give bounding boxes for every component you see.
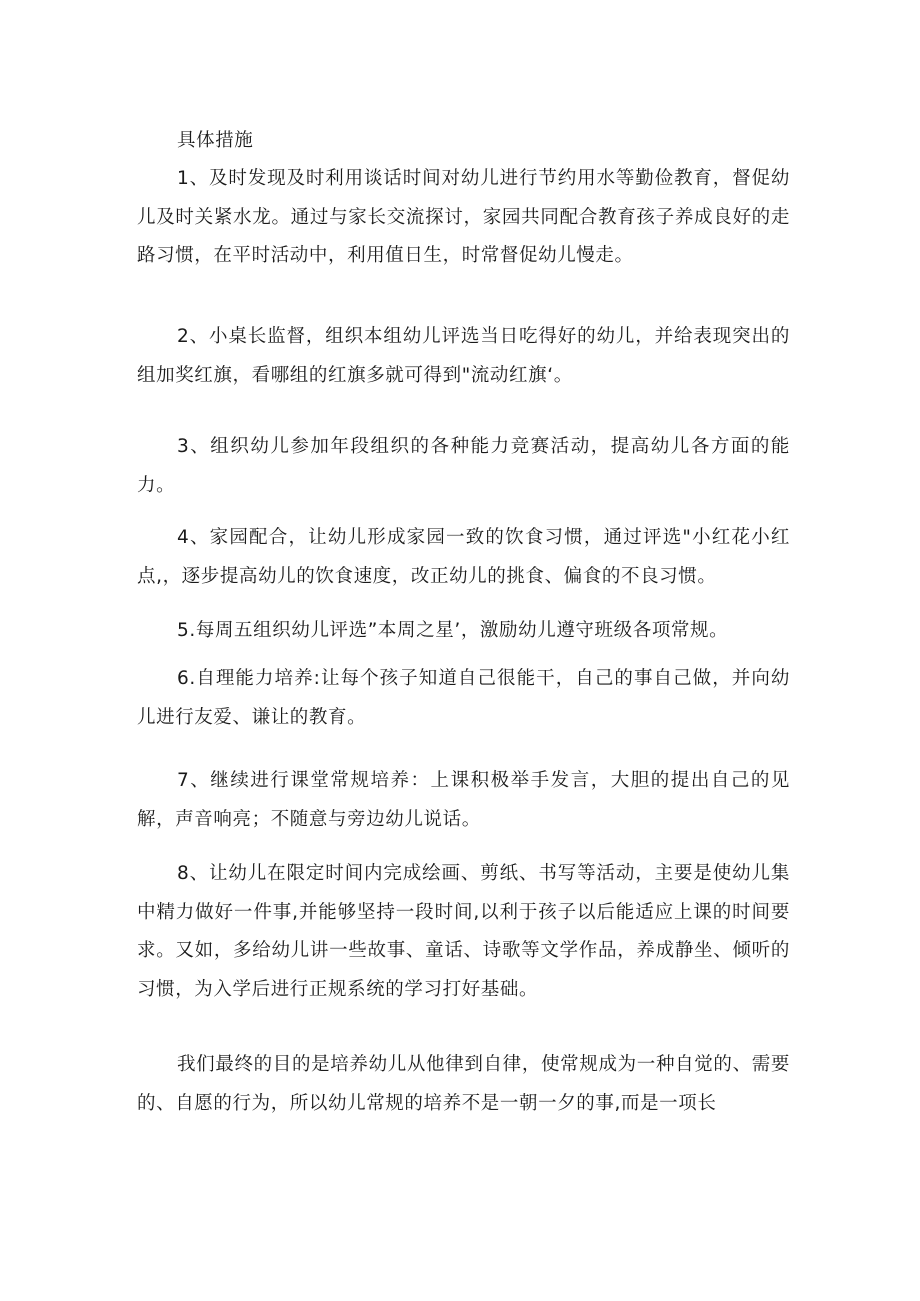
section-heading: 具体措施 xyxy=(177,130,254,151)
paragraph-2: 2、小桌长监督，组织本组幼儿评选当日吃得好的幼儿，并给表现突出的组加奖红旗，看哪组的红旗多就可得到"流动红旗‘。 xyxy=(137,326,790,386)
paragraph-5: 5.每周五组织幼儿评选”本周之星’，激励幼儿遵守班级各项常规。 xyxy=(177,620,729,641)
paragraph-8: 8、让幼儿在限定时间内完成绘画、剪纸、书写等活动，主要是使幼儿集中精力做好一件事,并能够坚持一段时间,以利于孩子以后能适应上课的时间要求。又如，多给幼儿讲一些故事、童话、诗歌等文学作品，养成静坐、倾听的习惯，为入学后进行正规系统的学习打好基础。 xyxy=(137,863,790,1000)
paragraph-6: 6.自理能力培养:让每个孩子知道自己很能干，自己的事自己做，并向幼儿进行友爱、谦让的教育。 xyxy=(137,668,790,728)
paragraph-7: 7、继续进行课堂常规培养：上课积极举手发言，大胆的提出自己的见解，声音响亮；不随意与旁边幼儿说话。 xyxy=(137,770,790,830)
paragraph-9: 我们最终的目的是培养幼儿从他律到自律，使常规成为一种自觉的、需要的、自愿的行为，所以幼儿常规的培养不是一朝一夕的事,而是一项长 xyxy=(137,1054,790,1114)
paragraph-1: 1、及时发现及时利用谈话时间对幼儿进行节约用水等勤俭教育，督促幼儿及时关紧水龙。通过与家长交流探讨，家园共同配合教育孩子养成良好的走路习惯，在平时活动中，利用值日生，时常督促幼儿慢走。 xyxy=(137,168,790,266)
paragraph-4: 4、家园配合，让幼儿形成家园一致的饮食习惯，通过评选"小红花小红点,，逐步提高幼儿的饮食速度，改正幼儿的挑食、偏食的不良习惯。 xyxy=(137,527,790,587)
paragraph-3: 3、组织幼儿参加年段组织的各种能力竞赛活动，提高幼儿各方面的能力。 xyxy=(137,436,790,496)
